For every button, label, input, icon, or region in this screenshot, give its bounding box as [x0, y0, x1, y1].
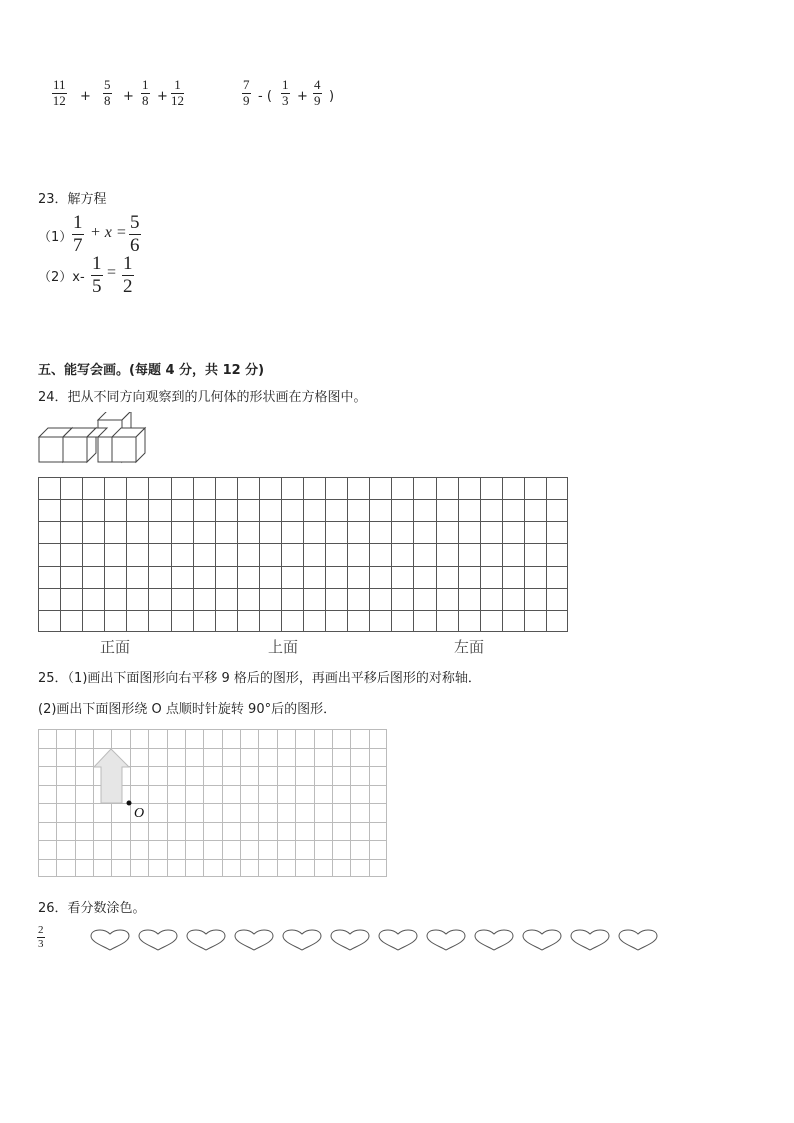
fraction: $\frac{1}{3}$ [282, 77, 289, 108]
heart-shape[interactable] [425, 929, 467, 951]
equation-middle: + x = [90, 224, 127, 241]
pivot-label: O [134, 806, 145, 821]
q23-title: 23．解方程 [38, 192, 107, 207]
view-label-front: 正面 [100, 640, 131, 656]
view-label-left: 左面 [454, 640, 485, 656]
plus-sign: + [123, 89, 134, 104]
heart-shape[interactable] [89, 929, 131, 951]
pivot-point [127, 801, 132, 806]
q24-title: 24．把从不同方向观察到的几何体的形状画在方格图中。 [38, 390, 367, 405]
q23-part2-label: （2）x- [38, 270, 85, 285]
fraction: $\frac{5}{8}$ [104, 77, 111, 108]
rotation-grid[interactable] [38, 729, 388, 878]
fraction: $\frac{1}{7}$ [73, 212, 83, 256]
heart-shape[interactable] [233, 929, 275, 951]
q26-title: 26．看分数涂色。 [38, 901, 146, 916]
cube-figure [36, 412, 152, 468]
fraction: $\frac{1}{2}$ [123, 253, 133, 297]
q23-part1-label: （1） [38, 230, 73, 245]
plus-sign: + [297, 89, 308, 104]
heart-shape[interactable] [521, 929, 563, 951]
fraction: $\frac{1}{12}$ [171, 77, 184, 108]
view-label-top: 上面 [268, 640, 299, 656]
fraction: $\frac{1}{5}$ [92, 253, 102, 297]
fraction: $\frac{5}{6}$ [130, 212, 140, 256]
arrow-shape [94, 749, 129, 803]
heart-shape[interactable] [185, 929, 227, 951]
heart-shape[interactable] [617, 929, 659, 951]
fraction: $\frac{1}{8}$ [142, 77, 149, 108]
q25-line1: 25．（1)画出下面图形向右平移 9 格后的图形，再画出平移后图形的对称轴． [38, 671, 481, 686]
heart-shape[interactable] [281, 929, 323, 951]
plus-sign: + [157, 89, 168, 104]
fraction: $\frac{2}{3}$ [38, 924, 44, 950]
section-heading: 五、能写会画。(每题 4 分，共 12 分) [38, 363, 265, 378]
fraction: $\frac{7}{9}$ [243, 77, 250, 108]
equals-sign: = [107, 264, 117, 281]
close-paren: ) [329, 89, 335, 104]
plus-sign: + [80, 89, 91, 104]
minus-open-paren: - ( [258, 89, 272, 104]
heart-shape[interactable] [329, 929, 371, 951]
heart-shape[interactable] [473, 929, 515, 951]
heart-shape[interactable] [569, 929, 611, 951]
drawing-grid[interactable] [38, 477, 568, 633]
q25-line2: (2)画出下面图形绕 O 点顺时针旋转 90°后的图形． [38, 702, 337, 717]
heart-shape[interactable] [377, 929, 419, 951]
fraction: $\frac{11}{12}$ [52, 77, 66, 108]
heart-shape[interactable] [137, 929, 179, 951]
fraction: $\frac{4}{9}$ [314, 77, 321, 108]
